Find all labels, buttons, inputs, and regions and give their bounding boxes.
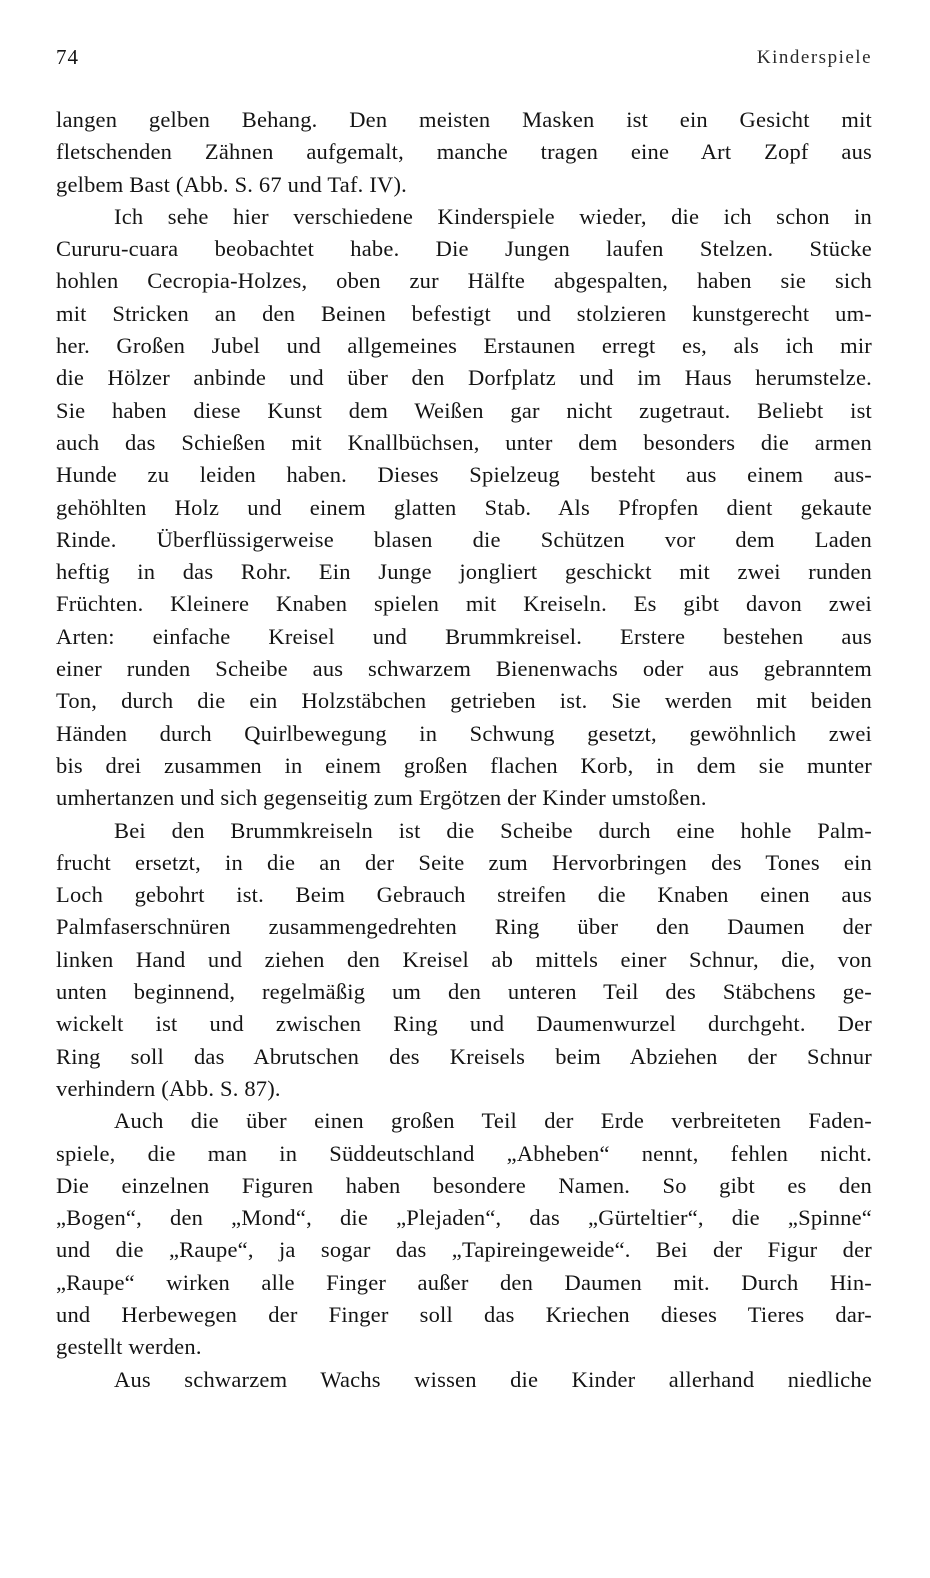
text-line: Sie haben diese Kunst dem Weißen gar nicht zugetraut. Beliebt ist	[56, 397, 872, 423]
text-line: „Bogen“, den „Mond“, die „Plejaden“, das „Gürteltier“, die „Spinne“	[56, 1205, 872, 1231]
text-line: Ring soll das Abrutschen des Kreisels beim Abziehen der Schnur	[56, 1043, 872, 1069]
text-line: Früchten. Kleinere Knaben spielen mit Kreiseln. Es gibt davon zwei	[56, 591, 872, 617]
text-line: Ich sehe hier verschiedene Kinderspiele wieder, die ich schon in	[114, 203, 872, 229]
text-line: fletschenden Zähnen aufgemalt, manche tragen eine Art Zopf aus	[56, 139, 872, 165]
text-line: her. Großen Jubel und allgemeines Erstaunen erregt es, als ich mir	[56, 333, 872, 359]
text-line: Aus schwarzem Wachs wissen die Kinder allerhand niedliche	[114, 1366, 872, 1392]
text-line: bis drei zusammen in einem großen flachen Korb, in dem sie munter	[56, 752, 872, 778]
text-line: gelbem Bast (Abb. S. 67 und Taf. IV).	[56, 171, 407, 197]
text-line: spiele, die man in Süddeutschland „Abheben“ nennt, fehlen nicht.	[56, 1140, 872, 1166]
text-line: und die „Raupe“, ja sogar das „Tapireingeweide“. Bei der Figur der	[56, 1237, 872, 1263]
text-line: Hunde zu leiden haben. Dieses Spielzeug besteht aus einem aus-	[56, 462, 872, 488]
text-line: Palmfaserschnüren zusammengedrehten Ring über den Daumen der	[56, 914, 872, 940]
text-line: auch das Schießen mit Knallbüchsen, unter dem besonders die armen	[56, 429, 872, 455]
body-text	[56, 104, 872, 1396]
text-line: mit Stricken an den Beinen befestigt und stolzieren kunstgerecht um-	[56, 300, 872, 326]
running-title: Kinderspiele	[756, 47, 872, 68]
text-line: einer runden Scheibe aus schwarzem Bienenwachs oder aus gebranntem	[56, 656, 872, 682]
text-line: Arten: einfache Kreisel und Brummkreisel. Erstere bestehen aus	[56, 623, 872, 649]
text-line: heftig in das Rohr. Ein Junge jongliert geschickt mit zwei runden	[56, 559, 872, 585]
text-line: gestellt werden.	[56, 1334, 202, 1360]
text-line: langen gelben Behang. Den meisten Masken ist ein Gesicht mit	[56, 107, 872, 132]
text-line: Händen durch Quirlbewegung in Schwung gesetzt, gewöhnlich zwei	[56, 720, 872, 746]
text-line: „Raupe“ wirken alle Finger außer den Daumen mit. Durch Hin-	[56, 1269, 872, 1295]
text-line: umhertanzen und sich gegenseitig zum Ergötzen der Kinder umstoßen.	[56, 785, 707, 811]
text-line: hohlen Cecropia-Holzes, oben zur Hälfte abgespalten, haben sie sich	[56, 268, 872, 294]
text-line: und Herbewegen der Finger soll das Kriechen dieses Tieres dar-	[56, 1301, 872, 1327]
text-line: Rinde. Überflüssigerweise blasen die Schützen vor dem Laden	[56, 526, 872, 552]
text-line: frucht ersetzt, in die an der Seite zum Hervorbringen des Tones ein	[56, 849, 872, 875]
text-line: Auch die über einen großen Teil der Erde verbreiteten Faden-	[114, 1108, 872, 1134]
text-line: die Hölzer anbinde und über den Dorfplatz und im Haus herumstelze.	[56, 365, 872, 391]
text-line: Bei den Brummkreiseln ist die Scheibe durch eine hohle Palm-	[114, 817, 872, 843]
text-line: Loch gebohrt ist. Beim Gebrauch streifen die Knaben einen aus	[56, 882, 872, 908]
page-header	[56, 45, 872, 75]
text-line: linken Hand und ziehen den Kreisel ab mittels einer Schnur, die, von	[56, 946, 872, 972]
text-line: gehöhlten Holz und einem glatten Stab. Als Pfropfen dient gekaute	[56, 494, 872, 520]
text-line: verhindern (Abb. S. 87).	[56, 1075, 281, 1101]
text-line: unten beginnend, regelmäßig um den unteren Teil des Stäbchens ge-	[56, 979, 872, 1005]
text-line: wickelt ist und zwischen Ring und Daumenwurzel durchgeht. Der	[56, 1011, 872, 1037]
text-line: Cururu-cuara beobachtet habe. Die Jungen laufen Stelzen. Stücke	[56, 236, 872, 262]
text-line: Die einzelnen Figuren haben besondere Namen. So gibt es den	[56, 1172, 872, 1198]
text-line: Ton, durch die ein Holzstäbchen getrieben ist. Sie werden mit beiden	[56, 688, 872, 714]
page-number: 74	[56, 45, 79, 69]
